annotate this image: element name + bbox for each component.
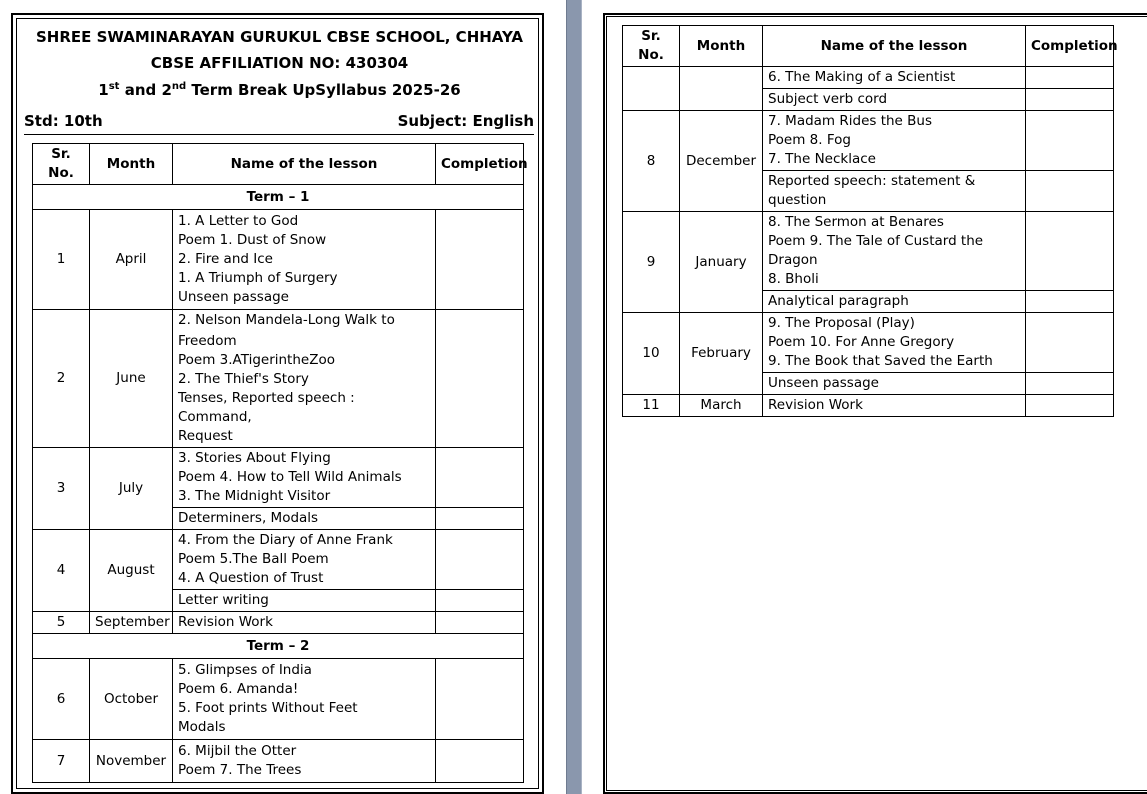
- table-row: [33, 210, 524, 310]
- completion-cell: [1026, 212, 1114, 291]
- table-row: [623, 111, 1114, 171]
- completion-cell: [1026, 373, 1114, 395]
- lesson-cell: Unseen passage: [763, 373, 1026, 395]
- table-row: [33, 659, 524, 740]
- sr-cell: 11: [623, 395, 680, 417]
- lesson-cell: Subject verb cord: [763, 89, 1026, 111]
- table-row: [33, 310, 524, 448]
- sr-cell: 4: [33, 530, 90, 612]
- completion-cell: [1026, 171, 1114, 212]
- table-row: [33, 740, 524, 783]
- table-row: [623, 67, 1114, 89]
- lesson-cell: Revision Work: [173, 612, 436, 634]
- syllabus-table-part-1: [32, 143, 528, 783]
- lesson-cell: 1. A Letter to God Poem 1. Dust of Snow 2. Fire and Ice 1. A Triumph of Surgery Unseen passage: [173, 210, 436, 310]
- month-cell: July: [90, 448, 173, 530]
- completion-cell: [1026, 313, 1114, 373]
- completion-cell: [1026, 67, 1114, 89]
- completion-cell: [436, 210, 524, 310]
- completion-cell: [436, 740, 524, 783]
- sr-cell: 10: [623, 313, 680, 395]
- lesson-cell: 7. Madam Rides the Bus Poem 8. Fog 7. The Necklace: [763, 111, 1026, 171]
- table-row: [33, 530, 524, 590]
- lesson-cell: 5. Glimpses of India Poem 6. Amanda! 5. Foot prints Without Feet Modals: [173, 659, 436, 740]
- term-row: [33, 634, 524, 659]
- standard-label: Std: 10th: [24, 112, 103, 130]
- col-header-month: Month: [680, 26, 763, 67]
- lesson-cell: Revision Work: [763, 395, 1026, 417]
- month-cell: December: [680, 111, 763, 212]
- col-header-completion: Completion: [1026, 26, 1114, 67]
- month-cell: August: [90, 530, 173, 612]
- term-1-heading: Term – 1: [33, 185, 524, 210]
- sr-cell: 2: [33, 310, 90, 448]
- lesson-cell: Determiners, Modals: [173, 508, 436, 530]
- completion-cell: [436, 448, 524, 508]
- table-row: [33, 448, 524, 508]
- month-cell-continued: [680, 67, 763, 111]
- completion-cell: [436, 590, 524, 612]
- completion-cell: [436, 310, 524, 448]
- month-cell: September: [90, 612, 173, 634]
- lesson-cell: Letter writing: [173, 590, 436, 612]
- col-header-sr: Sr. No.: [33, 144, 90, 185]
- school-name: SHREE SWAMINARAYAN GURUKUL CBSE SCHOOL, CHHAYA: [35, 28, 524, 46]
- lesson-cell: 6. The Making of a Scientist: [763, 67, 1026, 89]
- sr-cell: 7: [33, 740, 90, 783]
- table-row: [33, 612, 524, 634]
- lesson-cell: Reported speech: statement & question: [763, 171, 1026, 212]
- lesson-cell: 2. Nelson Mandela-Long Walk to Freedom Poem 3.ATigerintheZoo 2. The Thief's Story Tenses, Reported speech : Command, Request: [173, 310, 436, 448]
- month-cell: March: [680, 395, 763, 417]
- lesson-cell: 9. The Proposal (Play) Poem 10. For Anne Gregory 9. The Book that Saved the Earth: [763, 313, 1026, 373]
- term-row: [33, 185, 524, 210]
- col-header-sr: Sr. No.: [623, 26, 680, 67]
- sr-cell: 8: [623, 111, 680, 212]
- lesson-cell: Analytical paragraph: [763, 291, 1026, 313]
- col-header-lesson: Name of the lesson: [763, 26, 1026, 67]
- sr-cell: 1: [33, 210, 90, 310]
- sr-cell-continued: [623, 67, 680, 111]
- month-cell: January: [680, 212, 763, 313]
- sr-cell: 3: [33, 448, 90, 530]
- completion-cell: [1026, 111, 1114, 171]
- document-page-1: [11, 13, 544, 794]
- month-cell: April: [90, 210, 173, 310]
- completion-cell: [1026, 291, 1114, 313]
- document-page-2: [603, 13, 1147, 794]
- affiliation-number: CBSE AFFILIATION NO: 430304: [150, 54, 409, 72]
- month-cell: November: [90, 740, 173, 783]
- table-row: [623, 395, 1114, 417]
- completion-cell: [436, 612, 524, 634]
- sr-cell: 9: [623, 212, 680, 313]
- syllabus-title: 1st and 2nd Term Break UpSyllabus 2025-26: [98, 81, 461, 99]
- lesson-cell: 3. Stories About Flying Poem 4. How to Tell Wild Animals 3. The Midnight Visitor: [173, 448, 436, 508]
- completion-cell: [436, 508, 524, 530]
- completion-cell: [436, 530, 524, 590]
- table-row: [623, 212, 1114, 291]
- completion-cell: [1026, 89, 1114, 111]
- std-subject-line: [24, 112, 534, 135]
- col-header-month: Month: [90, 144, 173, 185]
- syllabus-table-part-2: [622, 25, 1118, 417]
- col-header-completion: Completion: [436, 144, 524, 185]
- sr-cell: 5: [33, 612, 90, 634]
- table-header-row: [33, 144, 524, 185]
- term-2-heading: Term – 2: [33, 634, 524, 659]
- table-row: [623, 313, 1114, 373]
- subject-label: Subject: English: [397, 112, 534, 130]
- month-cell: October: [90, 659, 173, 740]
- col-header-lesson: Name of the lesson: [173, 144, 436, 185]
- table-header-row: [623, 26, 1114, 67]
- month-cell: June: [90, 310, 173, 448]
- sr-cell: 6: [33, 659, 90, 740]
- page-gutter: [566, 0, 582, 794]
- lesson-cell: 4. From the Diary of Anne Frank Poem 5.The Ball Poem 4. A Question of Trust: [173, 530, 436, 590]
- lesson-cell: 8. The Sermon at Benares Poem 9. The Tale of Custard the Dragon 8. Bholi: [763, 212, 1026, 291]
- completion-cell: [436, 659, 524, 740]
- lesson-cell: 6. Mijbil the Otter Poem 7. The Trees: [173, 740, 436, 783]
- month-cell: February: [680, 313, 763, 395]
- completion-cell: [1026, 395, 1114, 417]
